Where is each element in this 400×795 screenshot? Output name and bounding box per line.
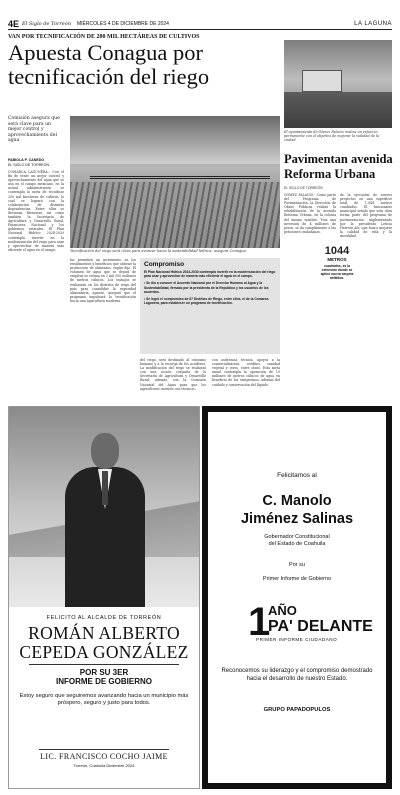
- ad-message: Reconocemos su liderazgo y el compromiso demostrado hacia el desarrollo de nuestro Estado.: [221, 668, 373, 682]
- governor-congrats-ad: [202, 406, 392, 789]
- ad-honoree-name: [9, 624, 199, 662]
- portrait-head: [91, 433, 119, 469]
- ad-role: [208, 534, 386, 548]
- ad-sponsor: GRUPO PAPADOPULOS: [263, 707, 331, 713]
- ad-informe: INFORME DE GOBIERNO: [55, 677, 152, 686]
- box-bullet: • Se logró el compromiso de 67 Distritos de Riego, entre ellos, el de la Comarca Lagunera, para establecer un programa de tecnificación.: [144, 297, 269, 306]
- edition-date: MIÉRCOLES 4 DE DICIEMBRE DE 2024: [76, 20, 169, 27]
- ad-role-line: Gobernador Constitucional: [264, 534, 330, 540]
- side-photo-caption: El ayuntamiento de Gómez Palacio realiza un esfuerzo permanente con el objetivo de mejorar la vialidad de la ciudad.: [284, 130, 380, 143]
- ad-name-line: CEPEDA GONZÁLEZ: [19, 642, 189, 662]
- main-story-column-3: del riego, será destinado al consumo humano y a la recarga de los acuíferos. La modificación del riego se realizará con una acción conjunta de la Secretaría de Agricultura y Desarrollo Rural; además, con la Comisión Nacional del Agua para que los agricultores cuenten con técnicas.: [140, 358, 206, 391]
- logo-subtitle: PRIMER INFORME CIUDADANO: [256, 637, 338, 642]
- side-headline: Pavimentan avenida Reforma Urbana: [284, 152, 393, 181]
- side-story-column-1: GÓMEZ PALACIO.- Como parte del Programa de Pavimentación, la Dirección de Obras Públicas realizó la rehabilitación de la avenida Reforma Urbana, en la colonia del mismo nombre. Tras una inversión de 4 millones de pesos, se da cumplimiento a las peticiones ciudadanas.: [284, 193, 336, 234]
- logo-number: 1: [248, 600, 271, 644]
- informe-logo: [248, 600, 373, 648]
- avenue-photo: [284, 40, 392, 128]
- ad-honoree-name: [208, 492, 386, 528]
- logo-pa-delante: PA' DELANTE: [268, 618, 373, 635]
- ad-felicitamos: Felicitamos al: [277, 472, 317, 479]
- ad-name-line: Jiménez Salinas: [240, 511, 354, 527]
- ad-message: Estoy seguro que seguiremos avanzando hacia un municipio más próspero, seguro y justo para todos.: [19, 693, 189, 706]
- kicker: VAN POR TECNIFICACIÓN DE 200 MIL HECTÁREAS DE CULTIVOS: [8, 34, 200, 40]
- stat-unit: METROS: [327, 257, 347, 262]
- ad-por-su: Por su: [289, 562, 305, 568]
- ad-role-line: del Estado de Coahuila: [268, 541, 326, 547]
- side-byline: EL SIGLO DE TORREÓN: [284, 186, 323, 190]
- portrait-tie: [102, 471, 108, 505]
- main-story-column-2: las permitirá un incremento en los rendimientos y beneficios que obtiene la producción de alimentos, según dijo. El volumen de agua que se dejará de emplear se estima en 2 mil 500 millones de metros cúbicos. Los trabajos se realizarán en los distritos de riego del país para consolidar la seguridad alimentaria, apuntó. Aseguró que el programa impulsará la tecnificación hacia una agricultura moderna.: [70, 258, 136, 303]
- portrait: [65, 433, 145, 607]
- side-story-column-2: de la ejecución de nuevos proyectos en una superficie total de 1,044 metros cuadrados. El funcionario municipal señaló que esta obra forma parte del programa de pavimentación implementado por la presidenta Leticia Herrera Ale, que busca mejorar la calidad de vida y la movilidad.: [340, 193, 392, 238]
- ad-signature-place: Torreón, Coahuila Diciembre 2024: [73, 763, 135, 768]
- ad-signature: LIC. FRANCISCO COCHO JAIME: [40, 752, 168, 761]
- newspaper-name: El Siglo de Torreón: [22, 20, 71, 27]
- divider: [39, 749, 169, 750]
- photo-sky: [70, 116, 280, 164]
- main-story-column-1: COMARCA LAGUNERA.- Con el fin de tener un mejor control y aprovechamiento del agua que se usa en el campo mexicano, en la actual administración se contempla la meta de tecnificar 200 mil hectáreas de cultivos, lo cual se logrará con la colaboración de distintas dependencias. Entre ellas se destacan Bienestar, así como también la Secretaría de Agricultura y Desarrollo Rural, Financiera Nacional y los gobiernos estatales. El Plan Nacional Hídrico 2024-2030 contempla invertir en la modernización del riego para usar y aprovechar de manera más eficiente el agua en el campo.: [8, 170, 64, 252]
- mayor-congrats-ad: [8, 406, 200, 789]
- photo-road: [284, 92, 392, 128]
- irrigation-pivot: [90, 176, 270, 179]
- ad-por-su: POR SU 3ER: [79, 668, 129, 677]
- compromiso-box: [140, 258, 280, 354]
- ad-name-line: ROMÁN ALBERTO: [28, 623, 180, 643]
- byline-org: EL SIGLO DE TORREÓN: [8, 162, 50, 167]
- box-bullet: • Se dio a conocer el Acuerdo Nacional por el Derecho Humano al Agua y la Sustentabilidad, firmado por la presidenta de la República y los usuarios de los acuerdos.: [144, 281, 269, 294]
- stat-description: cuadrados, es la extensión donde se aplicó nueva carpeta asfáltica.: [320, 264, 354, 280]
- crop-field: [70, 182, 280, 248]
- divider: [29, 664, 179, 665]
- byline-author: FABIOLA P. CANEDO: [8, 158, 45, 162]
- ad-informe-title: [9, 668, 199, 686]
- section-name: LA LAGUNA: [354, 20, 392, 27]
- masthead: [8, 18, 392, 30]
- stat-number: 1044: [324, 245, 350, 257]
- ad-name-line: C. Manolo: [262, 493, 332, 509]
- byline: [8, 158, 64, 167]
- main-headline: Apuesta Conagua por tecnificación del riego: [8, 40, 210, 89]
- deck: Comisión asegura que será clave para un mejor control y aprovechamiento del agua: [8, 116, 60, 144]
- stat-callout: [318, 246, 356, 280]
- photo-caption: Tecnificación del riego será clave para avanzar hacia la sostenibilidad hídrica, asegura Conagua.: [70, 249, 247, 253]
- ad-primer-informe: Primer Informe de Gobierno: [262, 576, 332, 582]
- main-story-column-4: con asistencia técnica, apoyos a la comercialización, créditos, sanidad vegetal y otros, entre otras. Esta meta anual contempla la operación de 10 millones de metros cúbicos de agua en beneficio de los campesinos, además del cuidado y conservación del líquido.: [212, 358, 280, 387]
- irrigation-photo: [70, 116, 280, 248]
- box-title: Compromiso: [144, 261, 185, 268]
- logo-ano: AÑO: [268, 603, 297, 618]
- photo-building: [302, 70, 342, 92]
- ad-congrats-line: FELICITO AL ALCALDE DE TORREÓN: [46, 615, 162, 621]
- box-intro: El Plan Nacional Hídrico 2024-2030 contempla invertir en la modernización del riego para usar y aprovechar de manera más eficiente el agua en el campo.: [144, 270, 276, 279]
- ad-inner-panel: [208, 412, 386, 783]
- page-number: 4E: [8, 18, 20, 29]
